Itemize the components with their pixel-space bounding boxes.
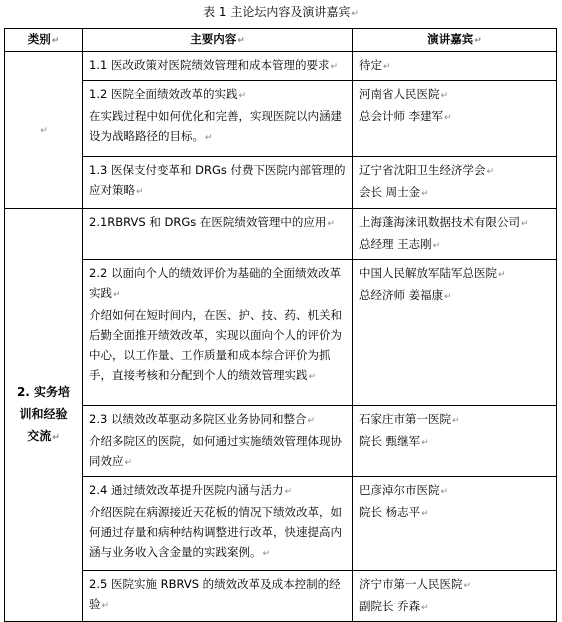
- content-line: 介绍如何在短时间内，在医、护、技、药、机关和后勤全面推开绩效改革，实现以面向个人的评价为中心，以工作量、工作质量和成本综合评价为抓手，直接考核和分配到个人的绩效管理实践↵: [89, 308, 342, 382]
- table-row: [5, 52, 557, 81]
- speaker-cell: [353, 477, 557, 571]
- content-line: 1.3 医保支付变革和 DRGs 付费下医院内部管理的应对策略↵: [89, 163, 346, 197]
- header-content: 主要内容↵: [83, 29, 353, 52]
- speaker-cell: [353, 81, 557, 157]
- table-title: 表 1 主论坛内容及演讲嘉宾↵: [203, 5, 359, 19]
- speaker-line: 总经理 王志刚↵: [359, 237, 441, 251]
- table-title-text: 表 1 主论坛内容及演讲嘉宾: [203, 5, 351, 19]
- speaker-cell: [353, 52, 557, 81]
- content-line: 1.1 医改政策对医院绩效管理和成本管理的要求↵: [89, 58, 338, 72]
- table-header-row: [5, 29, 557, 52]
- content-line: 2.3 以绩效改革驱动多院区业务协同和整合↵: [89, 412, 315, 426]
- speaker-line: 总会计师 李建军↵: [359, 109, 452, 123]
- category-cell-section2: 2. 实务培 训和经验 交流↵: [5, 209, 83, 622]
- speaker-line: 副院长 乔森↵: [359, 599, 429, 613]
- content-cell: [83, 157, 353, 209]
- speaker-line: 会长 周士金↵: [359, 185, 429, 199]
- content-cell: [83, 81, 353, 157]
- table-row: [5, 477, 557, 571]
- speaker-line: 院长 甄继军↵: [359, 434, 429, 448]
- content-cell: [83, 209, 353, 260]
- category-cell-section1: ↵: [5, 52, 83, 209]
- content-cell: [83, 406, 353, 477]
- content-cell: [83, 52, 353, 81]
- content-cell: [83, 571, 353, 622]
- table-row: [5, 157, 557, 209]
- table-row: [5, 209, 557, 260]
- speaker-cell: [353, 260, 557, 406]
- speaker-cell: [353, 209, 557, 260]
- header-speaker: 演讲嘉宾↵: [353, 29, 557, 52]
- speaker-line: 总经济师 姜福康↵: [359, 288, 452, 302]
- speaker-line: 中国人民解放军陆军总医院↵: [359, 266, 506, 280]
- content-line: 介绍医院在病源接近天花板的情况下绩效改革，如何通过存量和病种结构调整进行改革，快速提高内涵与业务收入含金量的实践案例。↵: [89, 505, 342, 559]
- speaker-line: 巴彦淖尔市医院↵: [359, 483, 449, 497]
- speaker-line: 上海蓬海涞讯数据技术有限公司↵: [359, 215, 529, 229]
- content-line: 2.2 以面向个人的绩效评价为基础的全面绩效改革实践↵: [89, 266, 341, 300]
- content-line: 介绍多院区的医院，如何通过实施绩效管理体现协同效应↵: [89, 434, 342, 468]
- speaker-cell: [353, 406, 557, 477]
- speaker-line: 辽宁省沈阳卫生经济学会↵: [359, 163, 495, 177]
- content-line: 2.5 医院实施 RBRVS 的绩效改革及成本控制的经验↵: [89, 577, 341, 611]
- speaker-cell: [353, 571, 557, 622]
- content-line: 2.4 通过绩效改革提升医院内涵与活力↵: [89, 483, 292, 497]
- table-row: [5, 81, 557, 157]
- content-line: 1.2 医院全面绩效改革的实践↵: [89, 87, 246, 101]
- speaker-line: 待定↵: [359, 58, 391, 72]
- header-category: 类别↵: [5, 29, 83, 52]
- content-line: 在实践过程中如何优化和完善，实现医院以内涵建设为战略路径的目标。↵: [89, 109, 342, 143]
- speaker-cell: [353, 157, 557, 209]
- forum-content-table: [4, 28, 557, 622]
- speaker-line: 院长 杨志平↵: [359, 505, 429, 519]
- speaker-line: 河南省人民医院↵: [359, 87, 449, 101]
- table-row: [5, 571, 557, 622]
- content-line: 2.1RBRVS 和 DRGs 在医院绩效管理中的应用↵: [89, 215, 335, 229]
- table-row: [5, 406, 557, 477]
- speaker-line: 石家庄市第一医院↵: [359, 412, 460, 426]
- content-cell: [83, 477, 353, 571]
- content-cell: [83, 260, 353, 406]
- speaker-line: 济宁市第一人民医院↵: [359, 577, 472, 591]
- table-row: [5, 260, 557, 406]
